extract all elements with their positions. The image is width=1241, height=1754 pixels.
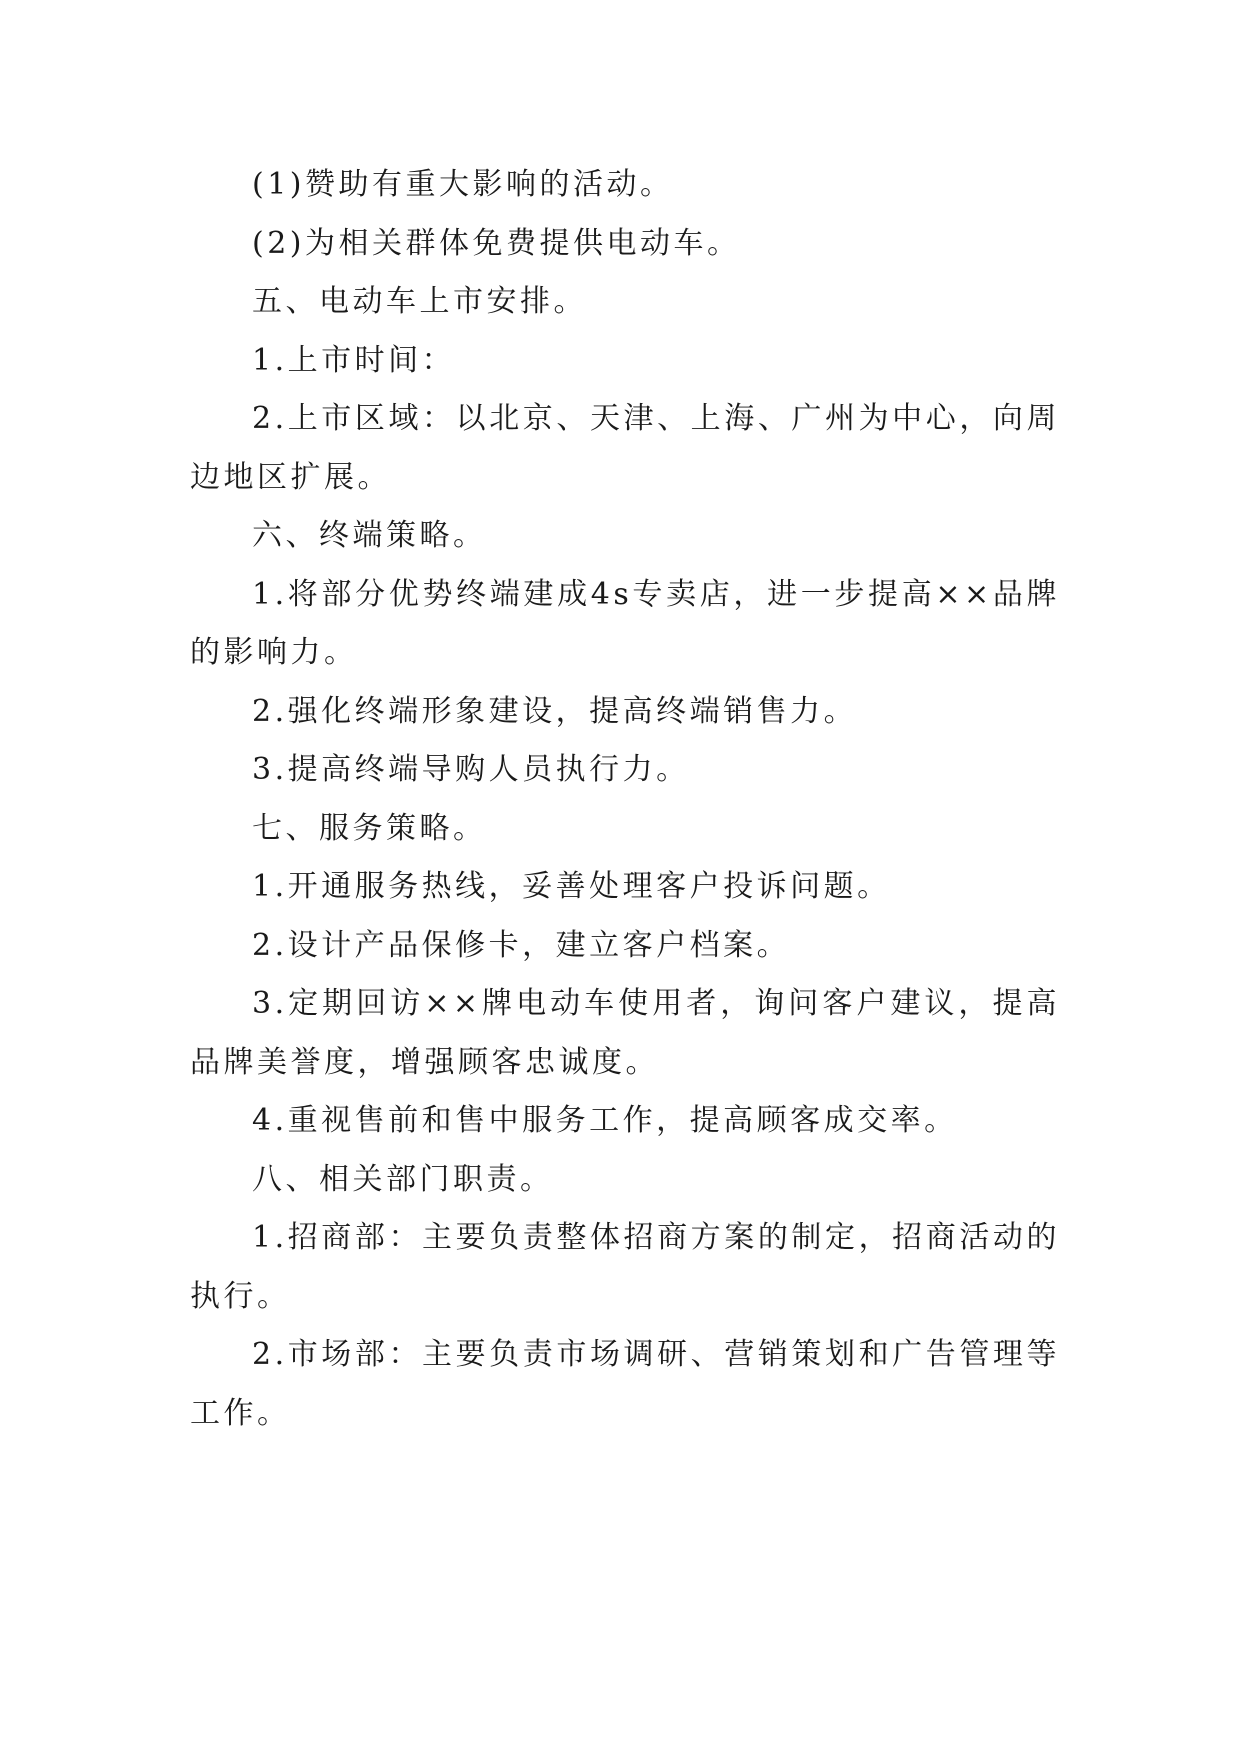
paragraph-launch-region: 2.上市区域：以北京、天津、上海、广州为中心，向周边地区扩展。 [190,401,1060,495]
document-body [190,156,1060,1443]
section-heading-launch: 五、电动车上市安排。 [252,284,587,319]
paragraph-terminal-4s: 1.将部分优势终端建成4s专卖店，进一步提高××品牌的影响力。 [190,576,1060,670]
paragraph-service-warranty: 2.设计产品保修卡，建立客户档案。 [252,927,791,963]
paragraph-service-hotline: 1.开通服务热线，妥善处理客户投诉问题。 [252,869,891,904]
section-heading-service: 七、服务策略。 [252,810,487,846]
paragraph-dept-investment: 1.招商部：主要负责整体招商方案的制定，招商活动的执行。 [190,1220,1060,1314]
paragraph-service-presales: 4.重视售前和售中服务工作，提高顾客成交率。 [252,1103,958,1138]
paragraph-service-followup: 3.定期回访××牌电动车使用者，询问客户建议，提高品牌美誉度，增强顾客忠诚度。 [190,986,1060,1080]
paragraph-terminal-image: 2.强化终端形象建设，提高终端销售力。 [252,693,858,729]
section-heading-terminal: 六、终端策略。 [252,518,487,553]
paragraph-terminal-staff: 3.提高终端导购人员执行力。 [252,752,690,787]
paragraph-dept-marketing: 2.市场部：主要负责市场调研、营销策划和广告管理等工作。 [190,1337,1060,1431]
paragraph-free-vehicles: (2)为相关群体免费提供电动车。 [252,225,741,261]
paragraph-launch-time: 1.上市时间： [252,342,456,378]
paragraph-sponsor-activities: (1)赞助有重大影响的活动。 [252,167,674,202]
section-heading-departments: 八、相关部门职责。 [252,1161,554,1197]
